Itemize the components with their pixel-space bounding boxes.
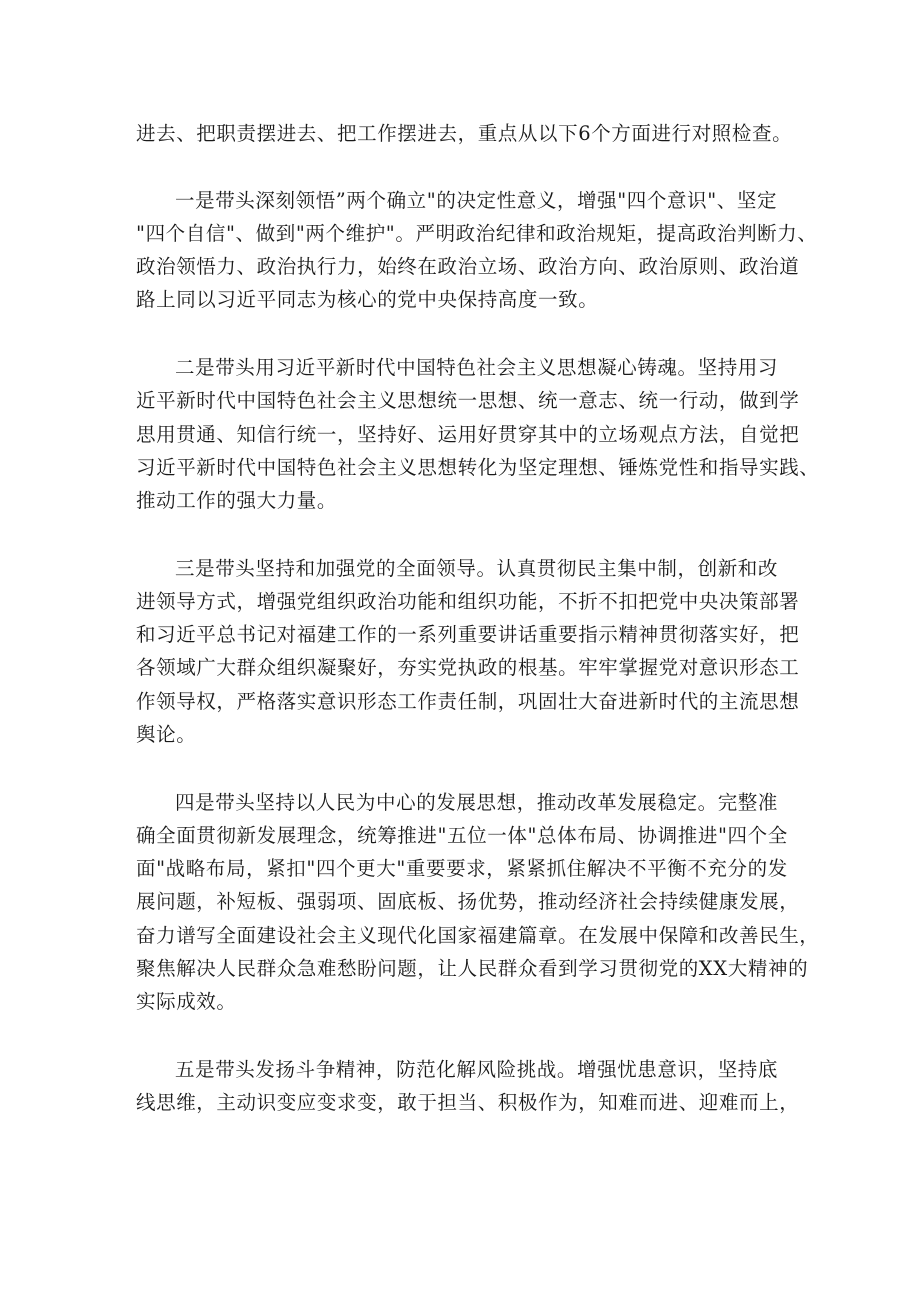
paragraph-5-line-3: 面"战略布局，紧扣"四个更大"重要要求，紧紧抓住解决不平衡不充分的发 [136,857,788,880]
paragraph-2-line-4: 路上同以习近平同志为核心的党中央保持高度一致。 [136,288,599,311]
paragraph-3-line-1: 二是带头用习近平新时代中国特色社会主义思想凝心铸魂。坚持用习 [175,356,779,379]
paragraph-1-line-1: 进去、把职责摆进去、把工作摆进去，重点从以下6个方面进行对照检查。 [136,122,793,145]
paragraph-5-line-7: 实际成效。 [136,990,237,1013]
paragraph-4-line-3: 和习近平总书记对福建工作的一系列重要讲话重要指示精神贯彻落实好，把 [136,623,800,646]
paragraph-5-line-6: 聚焦解决人民群众急难愁盼问题，让人民群众看到学习贯彻党的XX大精神的 [136,957,809,980]
paragraph-4-line-5: 作领导权，严格落实意识形态工作责任制，巩固壮大奋进新时代的主流思想 [136,690,800,713]
paragraph-2-line-3: 政治领悟力、政治执行力，始终在政治立场、政治方向、政治原则、政治道 [136,255,800,278]
paragraph-4-line-6: 舆论。 [136,723,197,746]
paragraph-3-line-3: 思用贯通、知信行统一，坚持好、运用好贯穿其中的立场观点方法，自觉把 [136,423,800,446]
paragraph-5-line-4: 展问题，补短板、强弱项、固底板、扬优势，推动经济社会持续健康发展， [136,890,800,913]
paragraph-4-line-1: 三是带头坚持和加强党的全面领导。认真贯彻民主集中制，创新和改 [175,557,779,580]
paragraph-5-line-2: 确全面贯彻新发展理念，统筹推进"五位一体"总体布局、协调推进"四个全 [136,824,788,847]
paragraph-6-line-2: 线思维，主动识变应变求变，敢于担当、积极作为，知难而进、迎难而上， [136,1091,800,1114]
paragraph-3-line-4: 习近平新时代中国特色社会主义思想转化为坚定理想、锤炼党性和指导实践、 [136,456,820,479]
paragraph-3-line-5: 推动工作的强大力量。 [136,489,338,512]
paragraph-2-line-1: 一是带头深刻领悟”两个确立"的决定性意义，增强"四个意识"、坚定 [175,189,778,212]
paragraph-3-line-2: 近平新时代中国特色社会主义思想统一思想、统一意志、统一行动，做到学 [136,389,800,412]
paragraph-6-line-1: 五是带头发扬斗争精神，防范化解风险挑战。增强忧患意识，坚持底 [175,1058,779,1081]
paragraph-5-line-5: 奋力谱写全面建设社会主义现代化国家福建篇章。在发展中保障和改善民生， [136,924,820,947]
paragraph-4-line-2: 进领导方式，增强党组织政治功能和组织功能，不折不扣把党中央决策部署 [136,590,800,613]
paragraph-5-line-1: 四是带头坚持以人民为中心的发展思想，推动改革发展稳定。完整准 [175,791,779,814]
paragraph-4-line-4: 各领域广大群众组织凝聚好，夯实党执政的根基。牢牢掌握党对意识形态工 [136,656,800,679]
paragraph-2-line-2: "四个自信"、做到"两个维护"。严明政治纪律和政治规矩，提高政治判断力、 [136,222,818,245]
